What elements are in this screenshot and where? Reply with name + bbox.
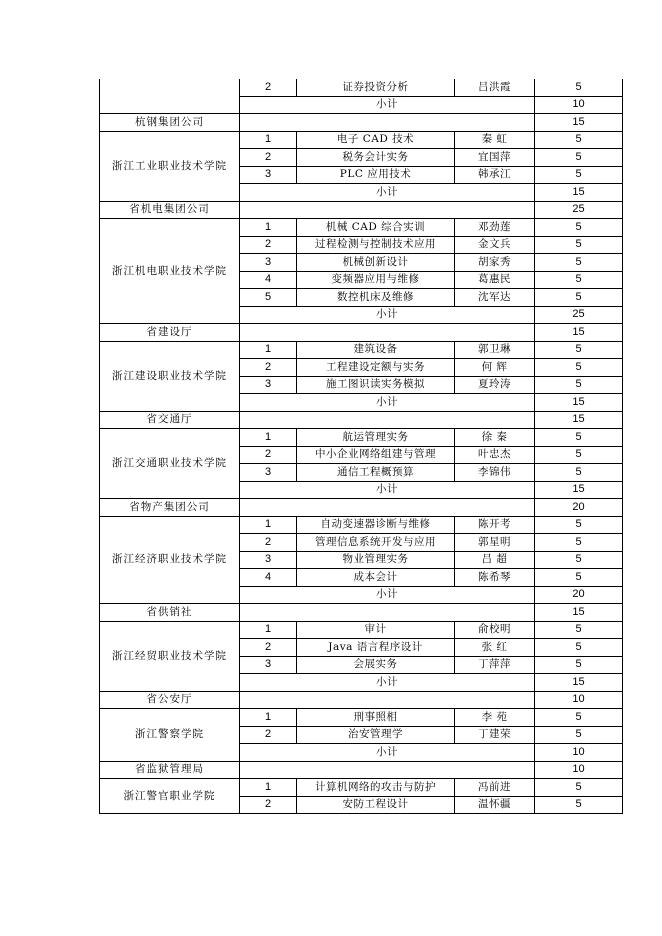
teacher-name: 丁建荣 — [455, 726, 535, 744]
course-name: 自动变速器诊断与维修 — [297, 516, 455, 534]
teacher-name: 陈开考 — [455, 516, 535, 534]
course-name: 工程建设定额与实务 — [297, 359, 455, 377]
teacher-name: 吕 超 — [455, 551, 535, 569]
subtotal-value: 25 — [535, 306, 623, 324]
subtotal-value: 10 — [535, 744, 623, 762]
sponsor-name: 省供销社 — [100, 604, 240, 622]
table-row — [100, 131, 623, 149]
course-name: 成本会计 — [297, 569, 455, 587]
course-count: 5 — [535, 236, 623, 254]
sponsor-row — [100, 201, 623, 219]
sponsor-row — [100, 114, 623, 132]
course-name: 变频器应用与维修 — [297, 271, 455, 289]
college-name: 浙江机电职业技术学院 — [100, 219, 240, 324]
course-count: 5 — [535, 166, 623, 184]
course-number: 3 — [240, 166, 297, 184]
college-name: 浙江交通职业技术学院 — [100, 429, 240, 499]
subtotal-label: 小计 — [240, 674, 535, 692]
course-number: 2 — [240, 796, 297, 814]
course-count: 5 — [535, 341, 623, 359]
course-count: 5 — [535, 621, 623, 639]
subtotal-value: 10 — [535, 96, 623, 114]
course-count: 5 — [535, 219, 623, 237]
course-count: 5 — [535, 131, 623, 149]
course-name: 施工图识读实务模拟 — [297, 376, 455, 394]
course-number: 5 — [240, 289, 297, 307]
course-number: 3 — [240, 464, 297, 482]
course-count: 5 — [535, 796, 623, 814]
course-name: 治安管理学 — [297, 726, 455, 744]
course-name: 机械 CAD 综合实训 — [297, 219, 455, 237]
course-count: 5 — [535, 254, 623, 272]
course-number: 2 — [240, 79, 297, 96]
course-number: 2 — [240, 446, 297, 464]
course-number: 3 — [240, 254, 297, 272]
course-name: 电子 CAD 技术 — [297, 131, 455, 149]
teacher-name: 吕洪霞 — [455, 79, 535, 96]
course-number: 3 — [240, 376, 297, 394]
teacher-name: 徐 秦 — [455, 429, 535, 447]
course-number: 1 — [240, 621, 297, 639]
course-number: 1 — [240, 219, 297, 237]
sponsor-blank — [240, 691, 535, 709]
course-number: 2 — [240, 359, 297, 377]
teacher-name: 陈希琴 — [455, 569, 535, 587]
teacher-name: 胡家秀 — [455, 254, 535, 272]
course-name: 计算机网络的攻击与防护 — [297, 779, 455, 797]
course-count: 5 — [535, 271, 623, 289]
course-number: 3 — [240, 551, 297, 569]
subtotal-label: 小计 — [240, 96, 535, 114]
course-number: 4 — [240, 569, 297, 587]
course-name: 建筑设备 — [297, 341, 455, 359]
table-row — [100, 516, 623, 534]
subtotal-value: 15 — [535, 394, 623, 412]
teacher-name: 张 红 — [455, 639, 535, 657]
subtotal-value: 15 — [535, 674, 623, 692]
teacher-name: 俞校明 — [455, 621, 535, 639]
teacher-name: 葛惠民 — [455, 271, 535, 289]
sponsor-blank — [240, 411, 535, 429]
subtotal-label: 小计 — [240, 481, 535, 499]
subtotal-label: 小计 — [240, 184, 535, 202]
sponsor-total: 10 — [535, 691, 623, 709]
sponsor-total: 20 — [535, 499, 623, 517]
course-number: 4 — [240, 271, 297, 289]
course-count: 5 — [535, 289, 623, 307]
course-count: 5 — [535, 656, 623, 674]
sponsor-name: 杭钢集团公司 — [100, 114, 240, 132]
teacher-name: 叶忠杰 — [455, 446, 535, 464]
teacher-name: 邓劲莲 — [455, 219, 535, 237]
table-row — [100, 621, 623, 639]
course-name: 过程检测与控制技术应用 — [297, 236, 455, 254]
course-count: 5 — [535, 79, 623, 96]
course-count: 5 — [535, 551, 623, 569]
course-count: 5 — [535, 464, 623, 482]
course-name: 管理信息系统开发与应用 — [297, 534, 455, 552]
sponsor-name: 省交通厅 — [100, 411, 240, 429]
course-name: 中小企业网络组建与管理 — [297, 446, 455, 464]
course-count: 5 — [535, 446, 623, 464]
course-count: 5 — [535, 639, 623, 657]
subtotal-value: 20 — [535, 586, 623, 604]
teacher-name: 秦 虹 — [455, 131, 535, 149]
college-name: 浙江工业职业技术学院 — [100, 131, 240, 201]
subtotal-label: 小计 — [240, 394, 535, 412]
sponsor-blank — [240, 201, 535, 219]
teacher-name: 丁萍萍 — [455, 656, 535, 674]
course-number: 2 — [240, 639, 297, 657]
course-number: 2 — [240, 236, 297, 254]
sponsor-blank — [240, 114, 535, 132]
subtotal-label: 小计 — [240, 744, 535, 762]
sponsor-total: 15 — [535, 114, 623, 132]
course-count: 5 — [535, 779, 623, 797]
teacher-name: 冯前进 — [455, 779, 535, 797]
college-name: 浙江建设职业技术学院 — [100, 341, 240, 411]
college-name: 浙江警官职业学院 — [100, 779, 240, 814]
teacher-name: 郭卫琳 — [455, 341, 535, 359]
teacher-name: 郭星明 — [455, 534, 535, 552]
sponsor-row — [100, 411, 623, 429]
teacher-name: 李 苑 — [455, 709, 535, 727]
sponsor-total: 15 — [535, 604, 623, 622]
course-count: 5 — [535, 534, 623, 552]
teacher-name: 李锦伟 — [455, 464, 535, 482]
table-row — [100, 779, 623, 797]
sponsor-name: 省物产集团公司 — [100, 499, 240, 517]
sponsor-blank — [240, 761, 535, 779]
subtotal-value: 15 — [535, 184, 623, 202]
table-row — [100, 709, 623, 727]
sponsor-blank — [240, 604, 535, 622]
course-name: 证券投资分析 — [297, 79, 455, 96]
course-name: 物业管理实务 — [297, 551, 455, 569]
course-count: 5 — [535, 359, 623, 377]
table-body — [100, 79, 623, 814]
sponsor-name: 省公安厅 — [100, 691, 240, 709]
course-number: 1 — [240, 516, 297, 534]
course-count: 5 — [535, 149, 623, 167]
course-count: 5 — [535, 726, 623, 744]
course-number: 2 — [240, 534, 297, 552]
sponsor-name: 省监狱管理局 — [100, 761, 240, 779]
course-count: 5 — [535, 709, 623, 727]
teacher-name: 沈军达 — [455, 289, 535, 307]
course-count: 5 — [535, 516, 623, 534]
teacher-name: 金文兵 — [455, 236, 535, 254]
course-number: 2 — [240, 726, 297, 744]
sponsor-name: 省机电集团公司 — [100, 201, 240, 219]
sponsor-row — [100, 761, 623, 779]
sponsor-row — [100, 324, 623, 342]
course-count: 5 — [535, 376, 623, 394]
course-count: 5 — [535, 569, 623, 587]
course-name: Java 语言程序设计 — [297, 639, 455, 657]
college-name: 浙江警察学院 — [100, 709, 240, 762]
course-name: 刑事照相 — [297, 709, 455, 727]
subtotal-label: 小计 — [240, 586, 535, 604]
course-name: PLC 应用技术 — [297, 166, 455, 184]
course-number: 1 — [240, 131, 297, 149]
course-allocation-table — [99, 79, 623, 814]
sponsor-blank — [240, 499, 535, 517]
subtotal-value: 15 — [535, 481, 623, 499]
course-name: 安防工程设计 — [297, 796, 455, 814]
course-name: 机械创新设计 — [297, 254, 455, 272]
table-row — [100, 429, 623, 447]
sponsor-total: 15 — [535, 411, 623, 429]
table-row — [100, 219, 623, 237]
course-number: 1 — [240, 779, 297, 797]
course-name: 数控机床及维修 — [297, 289, 455, 307]
table-row — [100, 79, 623, 96]
table-row — [100, 341, 623, 359]
sponsor-total: 15 — [535, 324, 623, 342]
sponsor-total: 25 — [535, 201, 623, 219]
sponsor-row — [100, 691, 623, 709]
sponsor-name: 省建设厅 — [100, 324, 240, 342]
course-name: 税务会计实务 — [297, 149, 455, 167]
course-name: 会展实务 — [297, 656, 455, 674]
teacher-name: 韩承江 — [455, 166, 535, 184]
course-number: 1 — [240, 709, 297, 727]
subtotal-label: 小计 — [240, 306, 535, 324]
course-count: 5 — [535, 429, 623, 447]
course-number: 2 — [240, 149, 297, 167]
teacher-name: 夏玲涛 — [455, 376, 535, 394]
college-name: 浙江经济职业技术学院 — [100, 516, 240, 604]
sponsor-blank — [240, 324, 535, 342]
course-name: 通信工程概预算 — [297, 464, 455, 482]
teacher-name: 温怀疆 — [455, 796, 535, 814]
college-name: 浙江经贸职业技术学院 — [100, 621, 240, 691]
sponsor-row — [100, 499, 623, 517]
sponsor-row — [100, 604, 623, 622]
sponsor-total: 10 — [535, 761, 623, 779]
course-name: 航运管理实务 — [297, 429, 455, 447]
course-name: 审计 — [297, 621, 455, 639]
college-cell-continued — [100, 79, 240, 114]
course-number: 3 — [240, 656, 297, 674]
course-number: 1 — [240, 341, 297, 359]
teacher-name: 何 辉 — [455, 359, 535, 377]
teacher-name: 宜国萍 — [455, 149, 535, 167]
course-number: 1 — [240, 429, 297, 447]
